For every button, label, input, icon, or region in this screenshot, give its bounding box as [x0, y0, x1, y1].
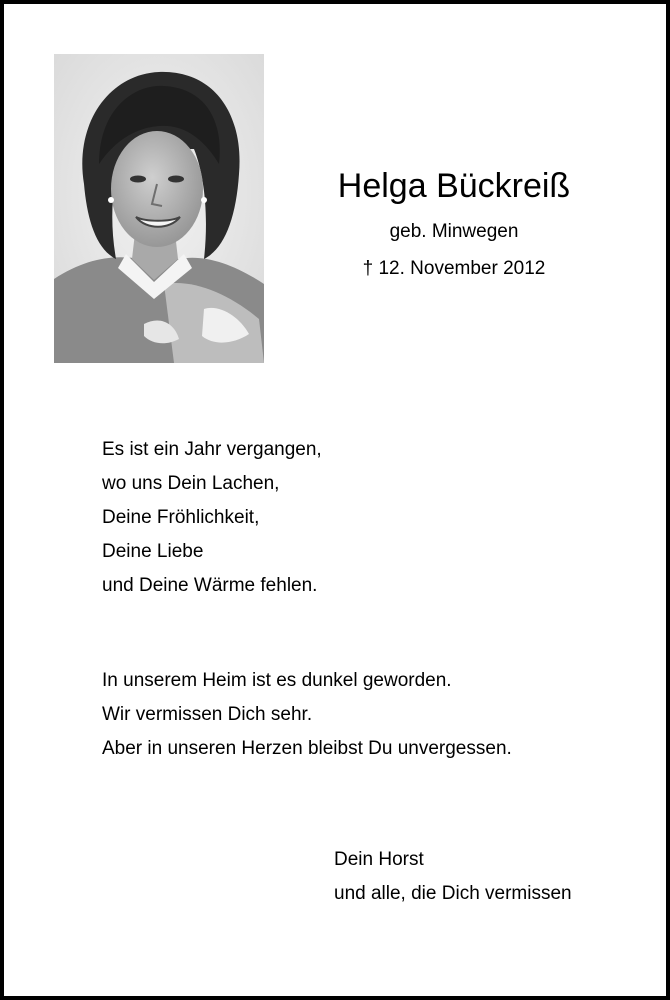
- verse-line: In unserem Heim ist es dunkel geworden.: [102, 670, 452, 691]
- verse-line: Deine Fröhlichkeit,: [102, 507, 260, 528]
- portrait-photo: [54, 54, 264, 363]
- verse-line: wo uns Dein Lachen,: [102, 473, 280, 494]
- birth-name: geb. Minwegen: [389, 221, 519, 242]
- verse-line: Deine Liebe: [102, 541, 204, 562]
- signature-line: Dein Horst: [334, 849, 424, 870]
- signature-line: und alle, die Dich vermissen: [334, 883, 572, 904]
- verse-line: Wir vermissen Dich sehr.: [102, 704, 313, 725]
- verse-line: Es ist ein Jahr vergangen,: [102, 439, 322, 460]
- signature-block: [334, 843, 572, 911]
- verse-line: und Deine Wärme fehlen.: [102, 575, 318, 596]
- death-date: † 12. November 2012: [362, 258, 546, 279]
- verse-line: Aber in unseren Herzen bleibst Du unvergessen.: [102, 738, 512, 759]
- deceased-name: Helga Bückreiß: [337, 167, 571, 205]
- verse-stanza-1: [102, 433, 322, 603]
- verse-stanza-2: [102, 664, 512, 766]
